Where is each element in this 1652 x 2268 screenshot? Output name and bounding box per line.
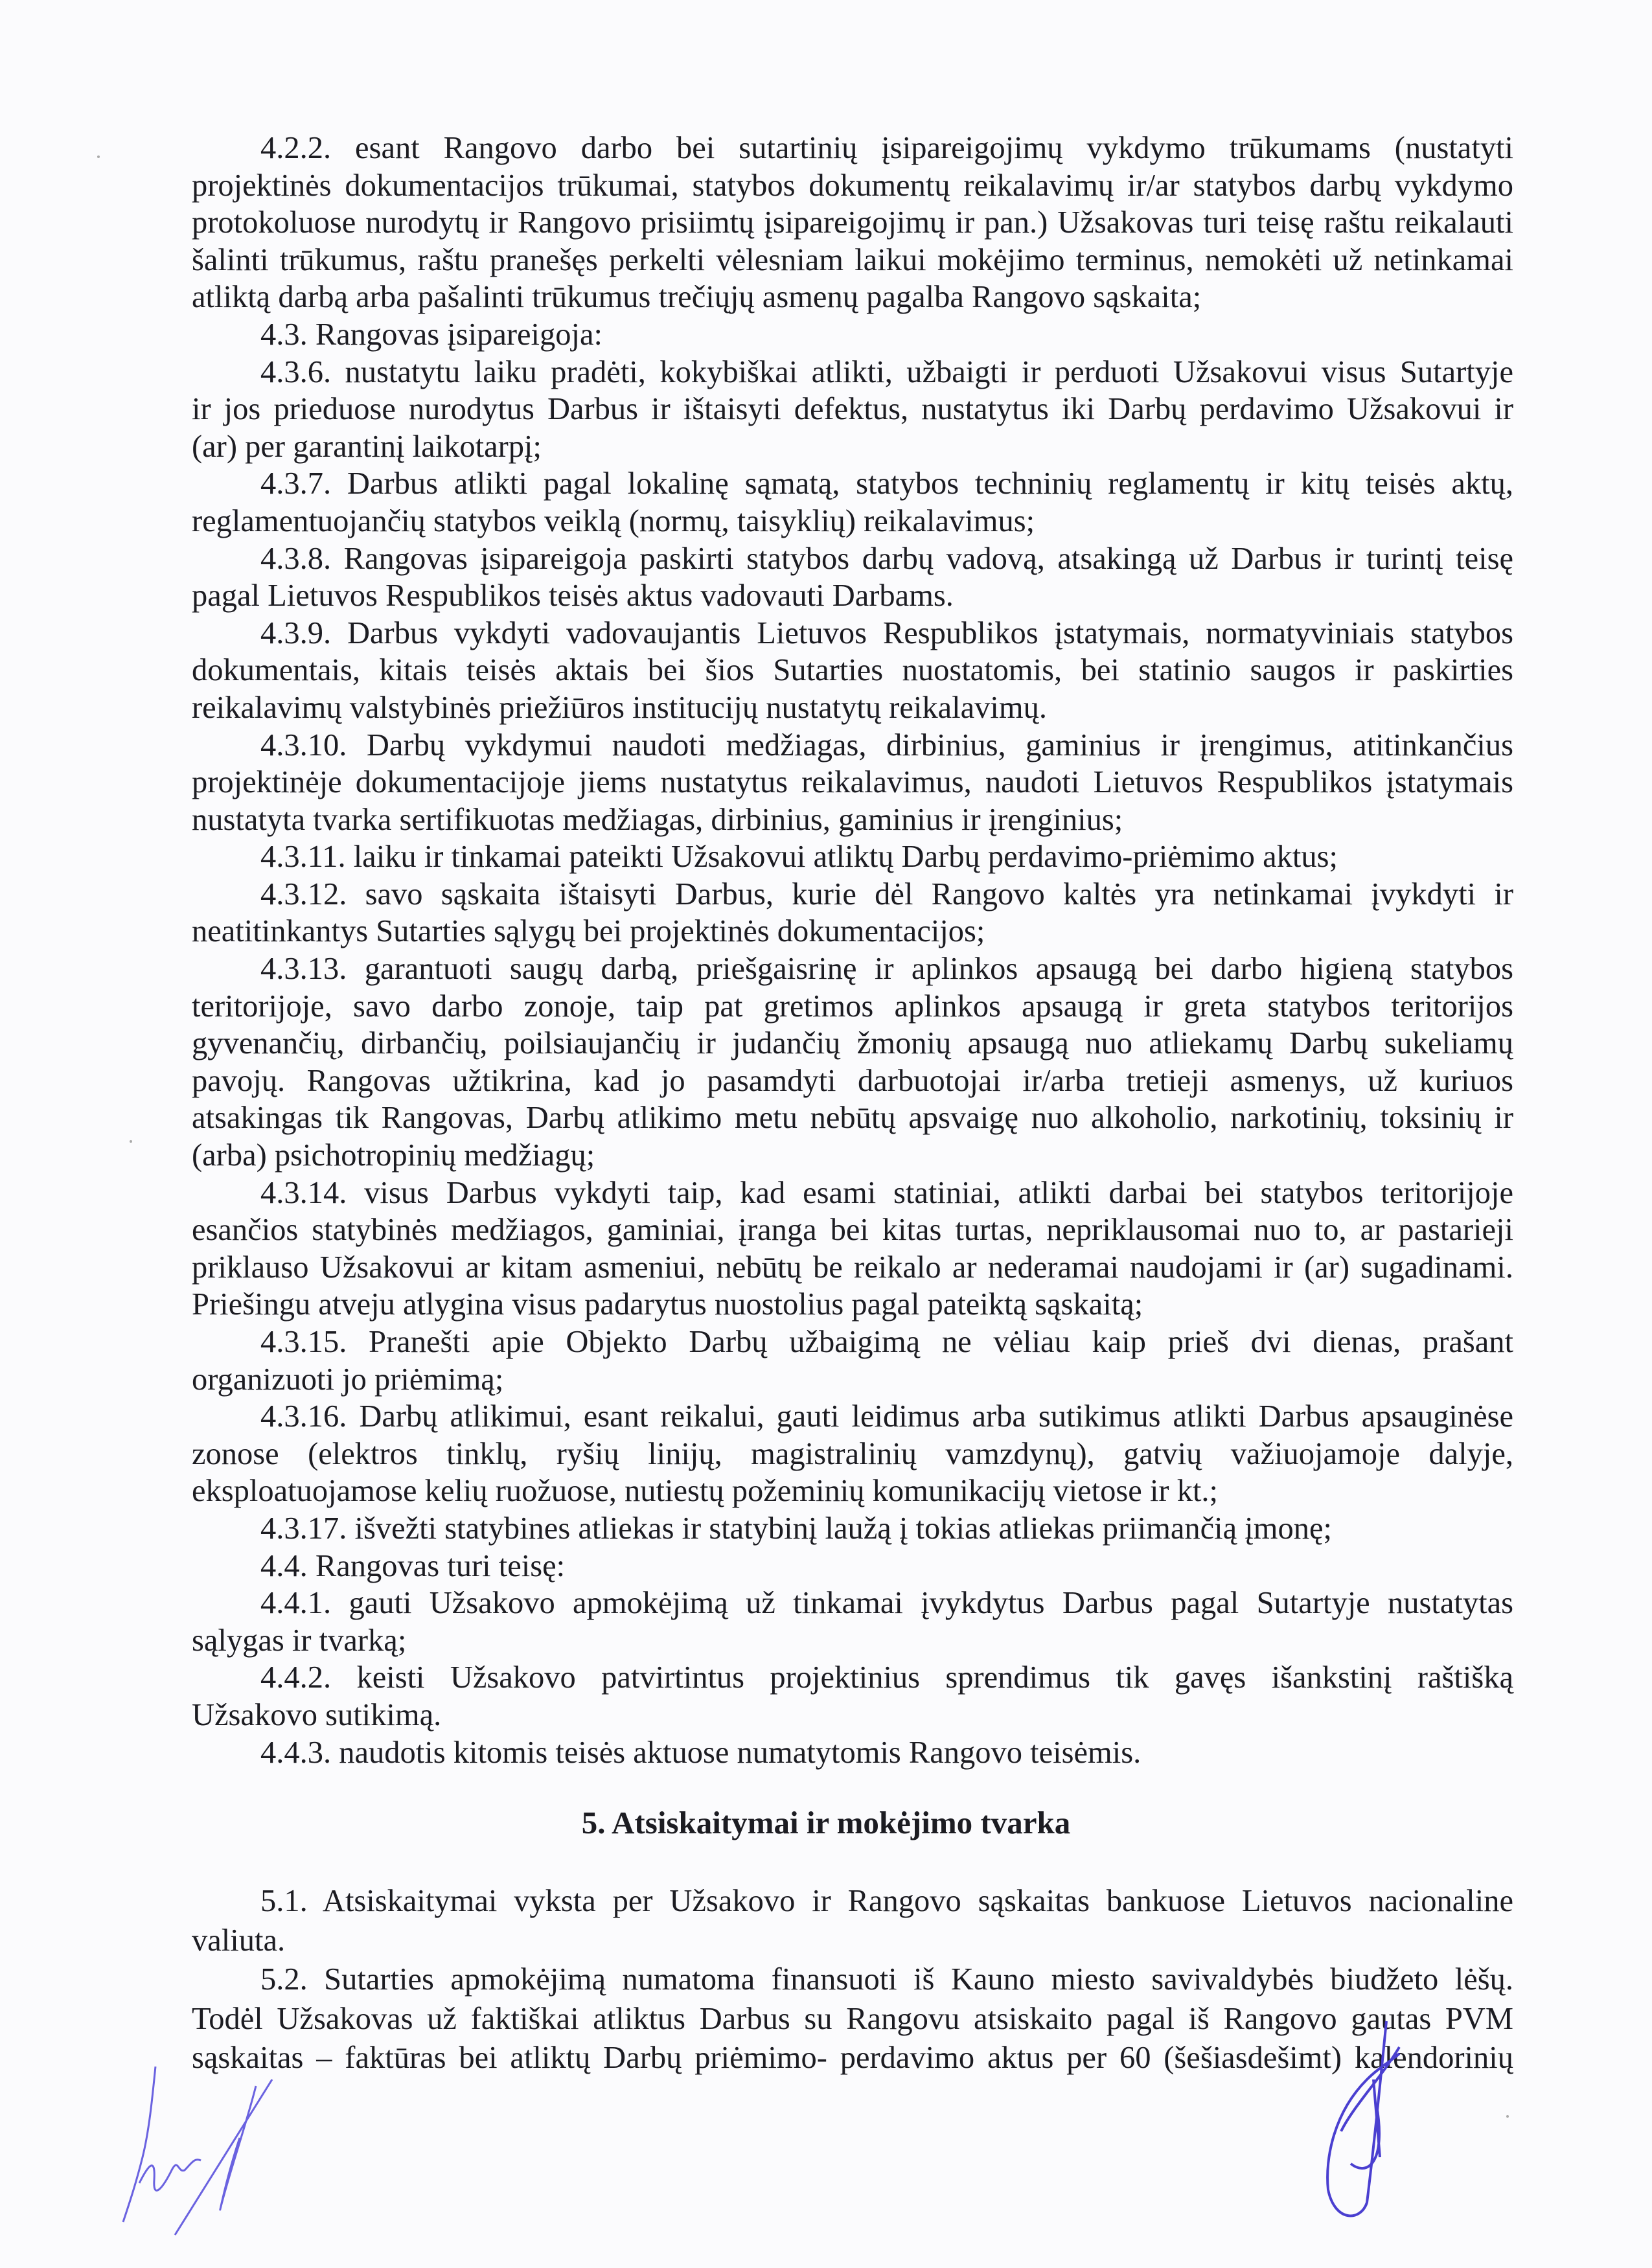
text-line: (ar) per garantinį laikotarpį; (192, 429, 542, 464)
text-line: sąlygas ir tvarką; (192, 1623, 407, 1658)
scan-speck (1506, 2115, 1509, 2118)
text-line: 4.3.9. Darbus vykdyti vadovaujantis Lietuvos Respublikos įstatymais, normatyviniais statybos (260, 615, 1513, 650)
paragraph (192, 1398, 1513, 1510)
paragraph (192, 1510, 1513, 1548)
text-line: 4.3.10. Darbų vykdymui naudoti medžiagas, dirbinius, gaminius ir įrengimus, atitinkančius (260, 727, 1513, 762)
text-line: pagal Lietuvos Respublikos teisės aktus vadovauti Darbams. (192, 578, 954, 613)
signature-right (1289, 2008, 1458, 2228)
text-line: pavojų. Rangovas užtikrina, kad jo pasamdyti darbuotojai ir/arba tretieji asmenys, už kuriuos (192, 1063, 1513, 1098)
paragraph (192, 316, 1513, 354)
text-line: 5.1. Atsiskaitymai vyksta per Užsakovo ir Rangovo sąskaitas bankuose Lietuvos nacionaline (260, 1884, 1513, 1918)
paragraph (192, 540, 1513, 615)
text-line: 4.3.13. garantuoti saugų darbą, priešgaisrinę ir aplinkos apsaugą bei darbo higieną statybos (260, 952, 1513, 987)
paragraph (192, 1659, 1513, 1734)
scan-speck (97, 155, 100, 158)
text-line: 4.4.2. keisti Užsakovo patvirtintus projektinius sprendimus tik gavęs išankstinį raštišką (260, 1660, 1513, 1695)
paragraph (192, 615, 1513, 727)
text-line: projektinėje dokumentacijoje jiems nustatytus reikalavimus, naudoti Lietuvos Respublikos įstatymais (192, 765, 1513, 800)
text-line: valiuta. (192, 1923, 286, 1958)
text-line: atliktą darbą arba pašalinti trūkumus trečiųjų asmenų pagalba Rangovo sąskaita; (192, 280, 1202, 315)
section-4-text (192, 130, 1513, 1771)
paragraph (192, 1323, 1513, 1398)
text-line: (arba) psichotropinių medžiagų; (192, 1138, 595, 1173)
text-line: neatitinkantys Sutarties sąlygų bei projektinės dokumentacijos; (192, 914, 985, 949)
paragraph (192, 130, 1513, 316)
paragraph (192, 354, 1513, 466)
text-line: projektinės dokumentacijos trūkumai, statybos dokumentų reikalavimų ir/ar statybos darbų vykdymo (192, 168, 1513, 203)
text-line: nustatyta tvarka sertifikuotas medžiagas, dirbinius, gaminius ir įrenginius; (192, 802, 1123, 837)
signature-left (117, 2060, 402, 2241)
text-line: 4.3.15. Pranešti apie Objekto Darbų užbaigimą ne vėliau kaip prieš dvi dienas, prašant (260, 1325, 1513, 1359)
text-line: Todėl Užsakovas už faktiškai atliktus Darbus su Rangovu atsiskaito pagal iš Rangovo gautas PVM (192, 2001, 1513, 2036)
text-line: 4.3. Rangovas įsipareigoja: (260, 317, 603, 352)
text-line: sąskaitas – faktūras bei atliktų Darbų priėmimo- perdavimo aktus per 60 (šešiasdešimt) kalendorinių (192, 2041, 1513, 2076)
text-line: 4.3.7. Darbus atlikti pagal lokalinę sąmatą, statybos techninių reglamentų ir kitų teisės aktų, (260, 466, 1513, 501)
text-line: 4.3.12. savo sąskaita ištaisyti Darbus, kurie dėl Rangovo kaltės yra netinkamai įvykdyti ir (260, 876, 1513, 911)
paragraph (192, 838, 1513, 876)
text-line: atsakingas tik Rangovas, Darbų atlikimo metu nebūtų apsvaigę nuo alkoholio, narkotinių, toksinių ir (192, 1101, 1513, 1136)
text-line: 4.3.16. Darbų atlikimui, esant reikalui, gauti leidimus arba sutikimus atlikti Darbus apsauginėse (260, 1399, 1513, 1434)
text-line: šalinti trūkumus, raštu pranešęs perkelti vėlesniam laikui mokėjimo terminus, nemokėti už netinkamai (192, 242, 1513, 277)
text-line: 4.3.17. išvežti statybines atliekas ir statybinį laužą į tokias atliekas priimančią įmonę; (260, 1511, 1332, 1546)
paragraph (192, 465, 1513, 540)
text-line: 4.3.11. laiku ir tinkamai pateikti Užsakovui atliktų Darbų perdavimo-priėmimo aktus; (260, 840, 1338, 875)
text-line: priklauso Užsakovui ar kitam asmeniui, nebūtų be reikalo ar nederamai naudojami ir (ar) sugadinami. (192, 1250, 1513, 1285)
text-line: ir jos prieduose nurodytus Darbus ir ištaisyti defektus, nustatytus iki Darbų perdavimo Užsakovui ir (192, 392, 1513, 427)
paragraph (192, 1174, 1513, 1323)
paragraph (192, 1585, 1513, 1659)
text-line: teritorijoje, savo darbo zonoje, taip pat gretimos aplinkos apsaugą ir greta statybos teritorijos (192, 989, 1513, 1024)
text-line: Priešingu atveju atlygina visus padarytus nuostolius pagal pateiktą sąskaitą; (192, 1287, 1143, 1322)
paragraph (192, 1734, 1513, 1772)
text-line: 4.4.1. gauti Užsakovo apmokėjimą už tinkamai įvykdytus Darbus pagal Sutartyje nustatytas (260, 1586, 1513, 1621)
text-line: eksploatuojamose kelių ruožuose, nutiestų požeminių komunikacijų vietose ir kt.; (192, 1474, 1219, 1509)
text-line: esančios statybinės medžiagos, gaminiai, įranga bei kitas turtas, nepriklausomai nuo to, ar pastarieji (192, 1213, 1513, 1248)
text-line: organizuoti jo priėmimą; (192, 1362, 504, 1397)
text-line: 5.2. Sutarties apmokėjimą numatoma finansuoti iš Kauno miesto savivaldybės biudžeto lėšų. (260, 1962, 1513, 1997)
text-line: zonose (elektros tinklų, ryšių linijų, magistralinių vamzdynų), gatvių važiuojamoje dalyje, (192, 1436, 1513, 1471)
section-5-heading: 5. Atsiskaitymai ir mokėjimo tvarka (581, 1805, 1071, 1840)
text-line: Užsakovo sutikimą. (192, 1697, 442, 1732)
paragraph (192, 876, 1513, 950)
text-line: 4.3.6. nustatytu laiku pradėti, kokybiškai atlikti, užbaigti ir perduoti Užsakovui visus Sutartyje (260, 354, 1513, 389)
text-line: protokoluose nurodytų ir Rangovo prisiimtų įsipareigojimų ir pan.) Užsakovas turi teisę raštu reikalauti (192, 205, 1513, 240)
paragraph (192, 727, 1513, 839)
scan-speck (130, 1140, 132, 1143)
text-line: 4.4.3. naudotis kitomis teisės aktuose numatytomis Rangovo teisėmis. (260, 1735, 1141, 1770)
text-line: 4.3.14. visus Darbus vykdyti taip, kad esami statiniai, atlikti darbai bei statybos teritorijoje (260, 1175, 1513, 1210)
text-line: 4.2.2. esant Rangovo darbo bei sutartinių įsipareigojimų vykdymo trūkumams (nustatyti (260, 131, 1513, 165)
text-line: dokumentais, kitais teisės aktais bei šios Sutarties nuostatomis, bei statinio saugos ir paskirties (192, 653, 1513, 688)
paragraph (192, 1882, 1513, 1960)
text-line: gyvenančių, dirbančių, poilsiaujančių ir judančių žmonių apsaugą nuo atliekamų Darbų sukeliamų (192, 1026, 1513, 1061)
paragraph (192, 950, 1513, 1174)
text-line: 4.4. Rangovas turi teisę: (260, 1548, 566, 1583)
paragraph (192, 1548, 1513, 1585)
text-line: 4.3.8. Rangovas įsipareigoja paskirti statybos darbų vadovą, atsakingą už Darbus ir turintį teisę (260, 541, 1513, 576)
text-line: reglamentuojančių statybos veiklą (normų, taisyklių) reikalavimus; (192, 503, 1035, 538)
text-line: reikalavimų valstybinės priežiūros institucijų nustatytų reikalavimų. (192, 690, 1047, 725)
